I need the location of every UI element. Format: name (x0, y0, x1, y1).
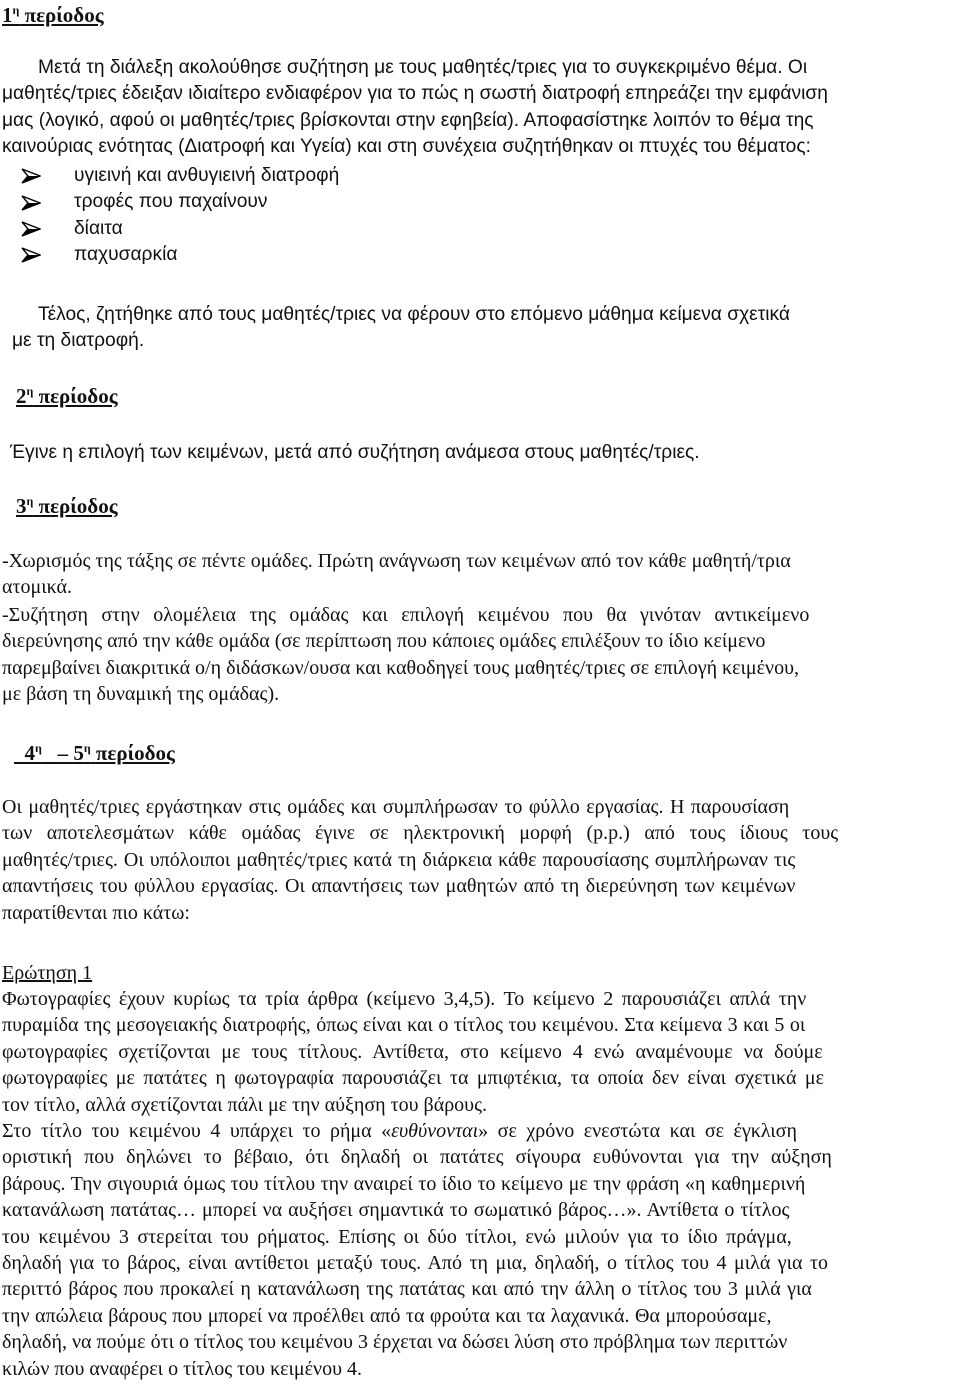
period1-heading-word: περίοδος (24, 3, 104, 27)
period3-heading-sup: η (26, 494, 34, 508)
period1-intro (2, 55, 957, 161)
question1-line: οριστική που δηλώνει το βέβαιο, ότι δηλαδή οι πατάτες σίγουρα ευθύνονται για την αύξηση (2, 1146, 832, 1169)
question1-line: βάρους. Την σιγουριά όμως του τίτλου την αναιρεί το ίδιο το κείμενο με την φράση «η καθημερινή (2, 1172, 806, 1195)
question1-line: Φωτογραφίες έχουν κυρίως τα τρία άρθρα (κείμενο 3,4,5). Το κείμενο 2 παρουσιάζει απλά την (2, 988, 807, 1010)
period45-line: απαντήσεις του φύλλου εργασίας. Οι απαντήσεις των μαθητών από τη διερεύνηση των κειμένων (2, 875, 796, 898)
period45-heading-sup-a: η (35, 741, 42, 755)
arrow-bullet-icon (21, 221, 41, 237)
list-item (21, 189, 339, 215)
list-item (21, 216, 339, 242)
question1-paragraph-2 (2, 1118, 957, 1382)
period3-line: -Συζήτηση στην ολομέλεια της ομάδας και επιλογή κειμένου που θα γινόταν αντικείμενο (2, 604, 810, 626)
arrow-bullet-icon (21, 195, 41, 211)
list-item-text: παχυσαρκία (74, 244, 178, 266)
arrow-bullet-icon (21, 168, 41, 184)
question1-line: φωτογραφίες σχετίζονται με τους τίτλους. Αντίθετα, στο κείμενο 4 ενώ αναμένουμε να δούμε (2, 1040, 823, 1063)
period45-line: μαθητές/τριες. Οι υπόλοιποι μαθητές/τριες κατά τη διάρκεια κάθε παρουσίασης συμπλήρωναν τις (2, 848, 796, 871)
period3-paragraph-2 (2, 602, 957, 708)
list-item (21, 163, 339, 189)
period45-line: των αποτελεσμάτων κάθε ομάδας έγινε σε ηλεκτρονική μορφή (p.p.) από τους ίδιους τους (2, 822, 839, 845)
period45-heading-number-b: 5 (73, 741, 84, 765)
period1-intro-line: μας (λογικό, αφού οι μαθητές/τριες βρίσκονται στην εφηβεία). Αποφασίστηκε λοιπόν το θέμα της (2, 109, 814, 131)
period1-intro-line: καινούριας ενότητας (Διατροφή και Υγεία) και στη συνέχεια συζητήθηκαν οι πτυχές του θέματος: (2, 136, 811, 158)
period45-line: παρατίθενται πιο κάτω: (2, 901, 190, 924)
question1-line: περιττό βάρος που προκαλεί η κατανάλωση της πατάτας και από την άλλη ο τίτλος του 3 μιλά για (2, 1278, 812, 1301)
question1-line: δηλαδή για το βάρος, είναι αντίθετοι μεταξύ τους. Από τη μια, δηλαδή, ο τίτλος του 4 μιλά για το (2, 1252, 829, 1275)
question1-paragraph-1 (2, 986, 957, 1118)
period2-heading-sup: η (26, 384, 34, 398)
period45-paragraph (2, 794, 957, 926)
question1-line: φωτογραφίες με πατάτες η φωτογραφία παρουσιάζει τα μπιφτέκια, τα οποία δεν είναι σχετικά με (2, 1067, 825, 1090)
period1-closing (12, 302, 790, 355)
list-item-text: τροφές που παχαίνουν (74, 191, 268, 213)
period2-text: Έγινε η επιλογή των κειμένων, μετά από συζήτηση ανάμεσα στους μαθητές/τριες. (10, 442, 700, 463)
period1-heading-sup: η (12, 3, 20, 17)
arrow-bullet-icon (21, 247, 41, 263)
period1-bullet-list (2, 163, 339, 269)
period45-heading (14, 740, 175, 766)
question1-line: του κειμένου 3 στερείται του ρήματος. Επίσης οι δύο τίτλοι, ενώ μιλούν για το ίδιο πράγμα, (2, 1225, 792, 1248)
question1-heading: Ερώτηση 1 (2, 962, 93, 984)
period45-heading-number-a: 4 (24, 741, 35, 765)
question1-italic-verb: ευθύνονται (391, 1120, 479, 1142)
period1-heading-number: 1 (2, 3, 13, 27)
period1-heading (2, 2, 104, 28)
period1-closing-line: Τέλος, ζητήθηκε από τους μαθητές/τριες να φέρουν στο επόμενο μάθημα κείμενα σχετικά (38, 304, 790, 325)
period3-heading (16, 493, 118, 519)
question1-line: την απώλεια βάρους που μπορεί να προέλθει από τα φρούτα και τα λαχανικά. Θα μπορούσαμε, (2, 1304, 772, 1327)
period3-line: με βάση τη δυναμική της ομάδας). (2, 683, 280, 706)
question1-line: κιλών που αναφέρει ο τίτλος του κειμένου 4. (2, 1357, 362, 1380)
question1-line: τον τίτλο, αλλά σχετίζονται πάλι με την αύξηση του βάρους. (2, 1093, 487, 1116)
period3-heading-word: περίοδος (38, 494, 118, 518)
list-item (21, 242, 339, 268)
period2-heading (16, 383, 118, 409)
period3-line: ατομικά. (2, 576, 72, 599)
period45-heading-word: περίοδος (95, 741, 175, 765)
period45-heading-sup-b: η (83, 741, 91, 755)
period1-closing-line: με τη διατροφή. (12, 330, 145, 352)
question1-line: κατανάλωση πατάτας… μπορεί να αυξήσει σημαντικά το σωματικό βάρος…». Αντίθετα ο τίτλος (2, 1199, 790, 1222)
period2-heading-word: περίοδος (38, 384, 118, 408)
period3-heading-number: 3 (16, 494, 27, 518)
question1-line: δηλαδή, να πούμε ότι ο τίτλος του κειμένου 3 έρχεται να δώσει λύση στο πρόβλημα των περιττών (2, 1331, 788, 1354)
period2-heading-number: 2 (16, 384, 27, 408)
question1-line-text: Στο τίτλο του κειμένου 4 υπάρχει το ρήμα « (2, 1120, 392, 1142)
period45-heading-dash: – (57, 741, 69, 765)
period45-line: Οι μαθητές/τριες εργάστηκαν στις ομάδες και συμπλήρωσαν το φύλλο εργασίας. Η παρουσίαση (2, 796, 790, 818)
list-item-text: δίαιτα (74, 217, 123, 239)
period3-line: διερεύνησης από την κάθε ομάδα (σε περίπτωση που κάποιες ομάδες επιλέξουν το ίδιο κείμενο (2, 630, 766, 653)
period3-line: παρεμβαίνει διακριτικά ο/η διδάσκων/ουσα και καθοδηγεί τους μαθητές/τριες σε επιλογή κειμένου, (2, 656, 799, 679)
question1-line (2, 1118, 957, 1144)
list-item-text: υγιεινή και ανθυγιεινή διατροφή (74, 165, 340, 186)
question1-line-text: » σε χρόνο ενεστώτα και σε έγκλιση (478, 1120, 797, 1142)
period3-line: -Χωρισμός της τάξης σε πέντε ομάδες. Πρώτη ανάγνωση των κειμένων από τον κάθε μαθητή/τρια (2, 550, 791, 572)
period1-intro-line: Μετά τη διάλεξη ακολούθησε συζήτηση με τους μαθητές/τριες για το συγκεκριμένο θέμα. Οι (38, 57, 808, 78)
question1-line: πυραμίδα της μεσογειακής διατροφής, όπως είναι και ο τίτλος του κειμένου. Στα κείμενα 3 και 5 οι (2, 1014, 806, 1037)
period3-paragraph-1 (2, 548, 791, 601)
period1-intro-line: μαθητές/τριες έδειξαν ιδιαίτερο ενδιαφέρον για το πώς η σωστή διατροφή επηρεάζει την εμφάνιση (2, 83, 828, 105)
